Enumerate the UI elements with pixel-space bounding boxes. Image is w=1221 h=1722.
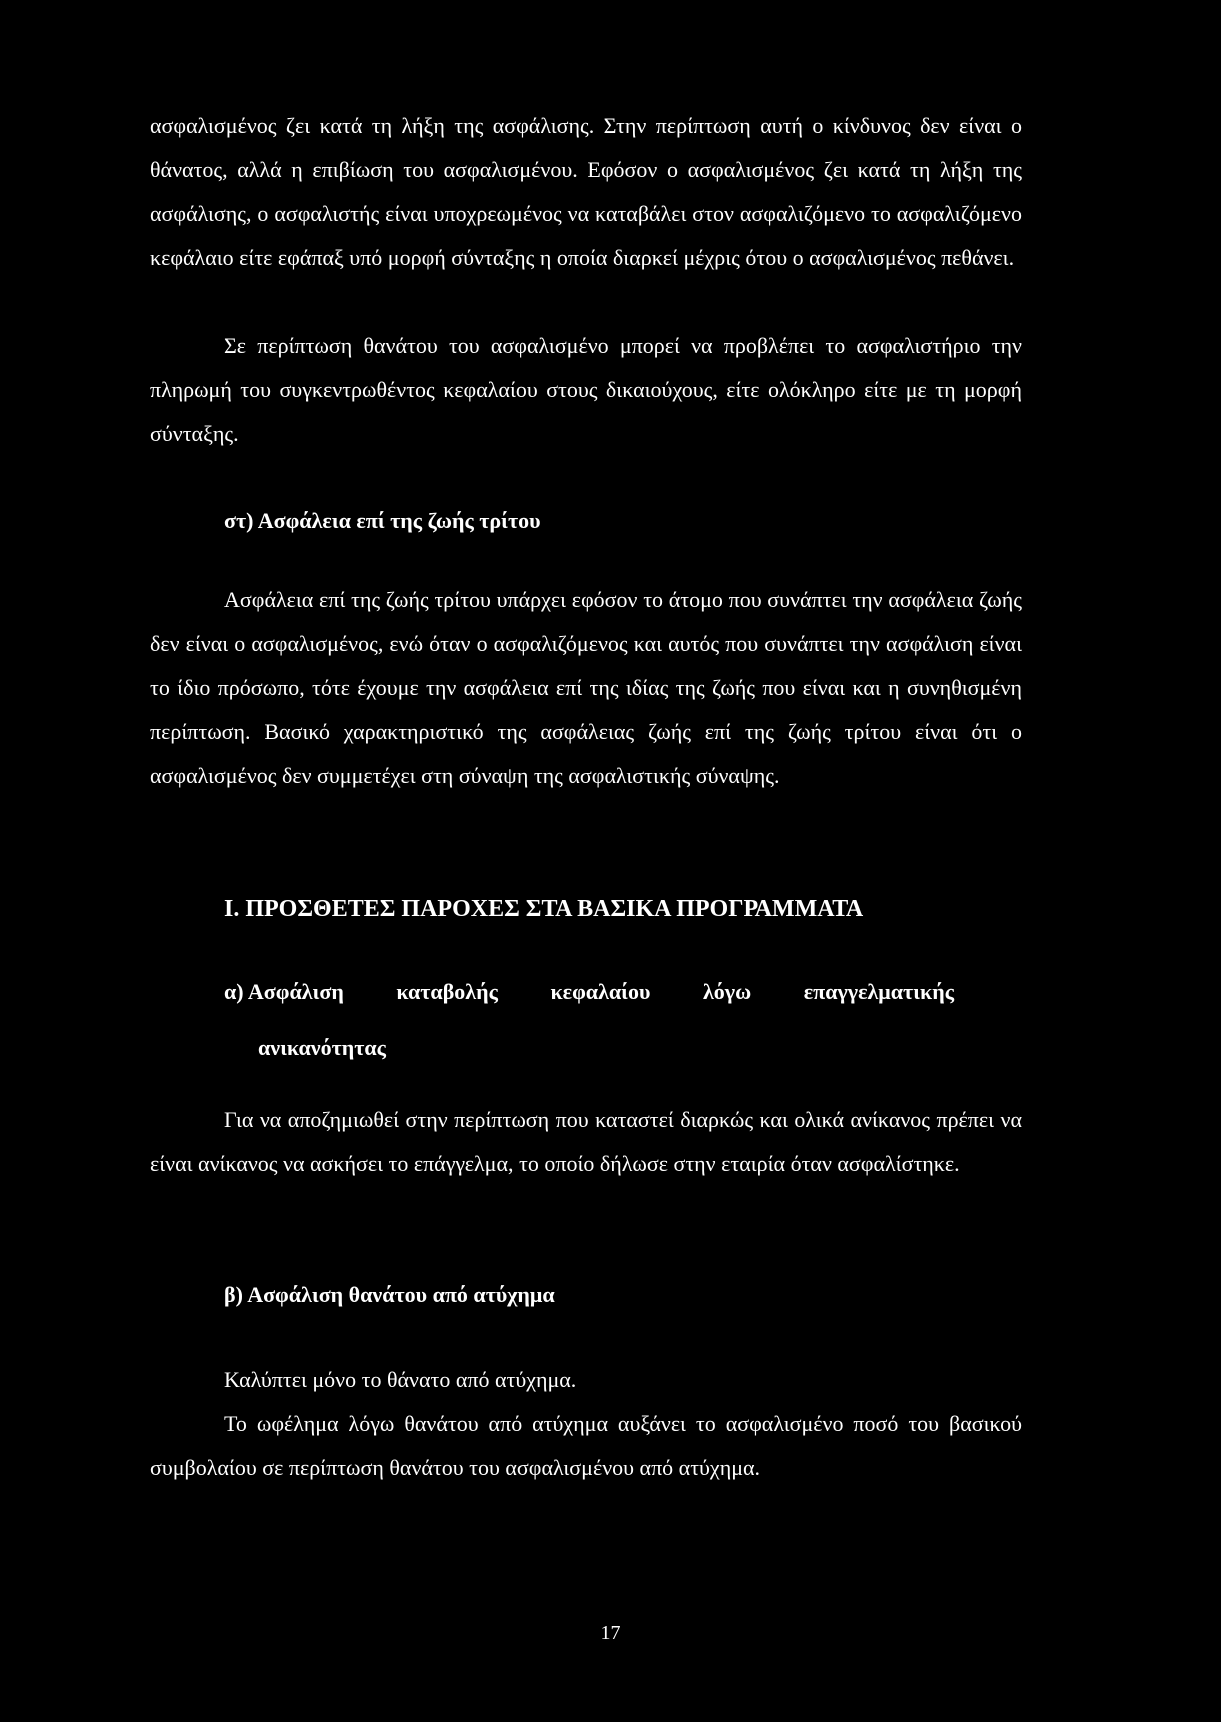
paragraph-disability — [150, 1098, 1022, 1186]
heading-occupational-disability — [224, 964, 1022, 1076]
paragraph-accident-benefit — [150, 1402, 1022, 1490]
paragraph-death-benefit — [150, 324, 1022, 456]
paragraph-text: Το ωφέλημα λόγω θανάτου από ατύχημα αυξάνει το ασφαλισμένο ποσό του βασικού συμβολαίου σε περίπτωση θανάτου του ασφαλισμένου από ατύχημα. — [150, 1411, 1022, 1480]
heading-word: ανικανότητας — [258, 1035, 386, 1060]
paragraph-text: Καλύπτει μόνο το θάνατο από ατύχημα. — [224, 1367, 577, 1392]
paragraph-text: Ασφάλεια επί της ζωής τρίτου υπάρχει εφόσον το άτομο που συνάπτει την ασφάλεια ζωής δεν είναι ο ασφαλισμένος, ενώ όταν ο ασφαλιζόμενος και αυτός που συνάπτει την ασφάλιση είναι το ίδιο πρόσωπο, τότε έχουμε την ασφάλεια επί της ιδίας της ζωής που είναι και η συνηθισμένη περίπτωση. Βασικό χαρακτηριστικό της ασφάλειας ζωής επί της ζωής τρίτου είναι ότι ο ασφαλισμένος δεν συμμετέχει στη σύναψη της ασφαλιστικής σύναψης. — [150, 587, 1022, 788]
heading-word: α) Ασφάλιση — [224, 979, 344, 1004]
heading-third-party-life: στ) Ασφάλεια επί της ζωής τρίτου — [224, 508, 541, 533]
paragraph-endowment — [150, 104, 1022, 280]
heading-word: λόγω — [702, 979, 752, 1004]
paragraph-text: ασφαλισμένος ζει κατά τη λήξη της ασφάλισης. Στην περίπτωση αυτή ο κίνδυνος δεν είναι ο θάνατος, αλλά η επιβίωση του ασφαλισμένου. Εφόσον ο ασφαλισμένος ζει κατά τη λήξη της ασφάλισης, ο ασφαλιστής είναι υποχρεωμένος να καταβάλει στον ασφαλιζόμενο το ασφαλιζόμενο κεφάλαιο είτε εφάπαξ υπό μορφή σύνταξης η οποία διαρκεί μέχρις ότου ο ασφαλισμένος πεθάνει. — [150, 113, 1022, 270]
heading-word: καταβολής — [396, 979, 498, 1004]
paragraph-text: Για να αποζημιωθεί στην περίπτωση που καταστεί διαρκώς και ολικά ανίκανος πρέπει να είναι ανίκανος να ασκήσει το επάγγελμα, το οποίο δήλωσε στην εταιρία όταν ασφαλίστηκε. — [150, 1107, 1022, 1176]
heading-word: κεφαλαίου — [550, 979, 651, 1004]
paragraph-third-party-life — [150, 578, 1022, 798]
section-heading-additional-benefits: Ι. ΠΡΟΣΘΕΤΕΣ ΠΑΡΟΧΕΣ ΣΤΑ ΒΑΣΙΚΑ ΠΡΟΓΡΑΜΜΑΤΑ — [224, 896, 864, 922]
heading-word: επαγγελματικής — [803, 979, 954, 1004]
page-number: 17 — [600, 1622, 621, 1644]
paragraph-text: Σε περίπτωση θανάτου του ασφαλισμένο μπορεί να προβλέπει το ασφαλιστήριο την πληρωμή του συγκεντρωθέντος κεφαλαίου στους δικαιούχους, είτε ολόκληρο είτε με τη μορφή σύνταξης. — [150, 333, 1022, 446]
heading-accidental-death: β) Ασφάλιση θανάτου από ατύχημα — [224, 1282, 555, 1307]
paragraph-accident-coverage — [150, 1358, 1022, 1402]
